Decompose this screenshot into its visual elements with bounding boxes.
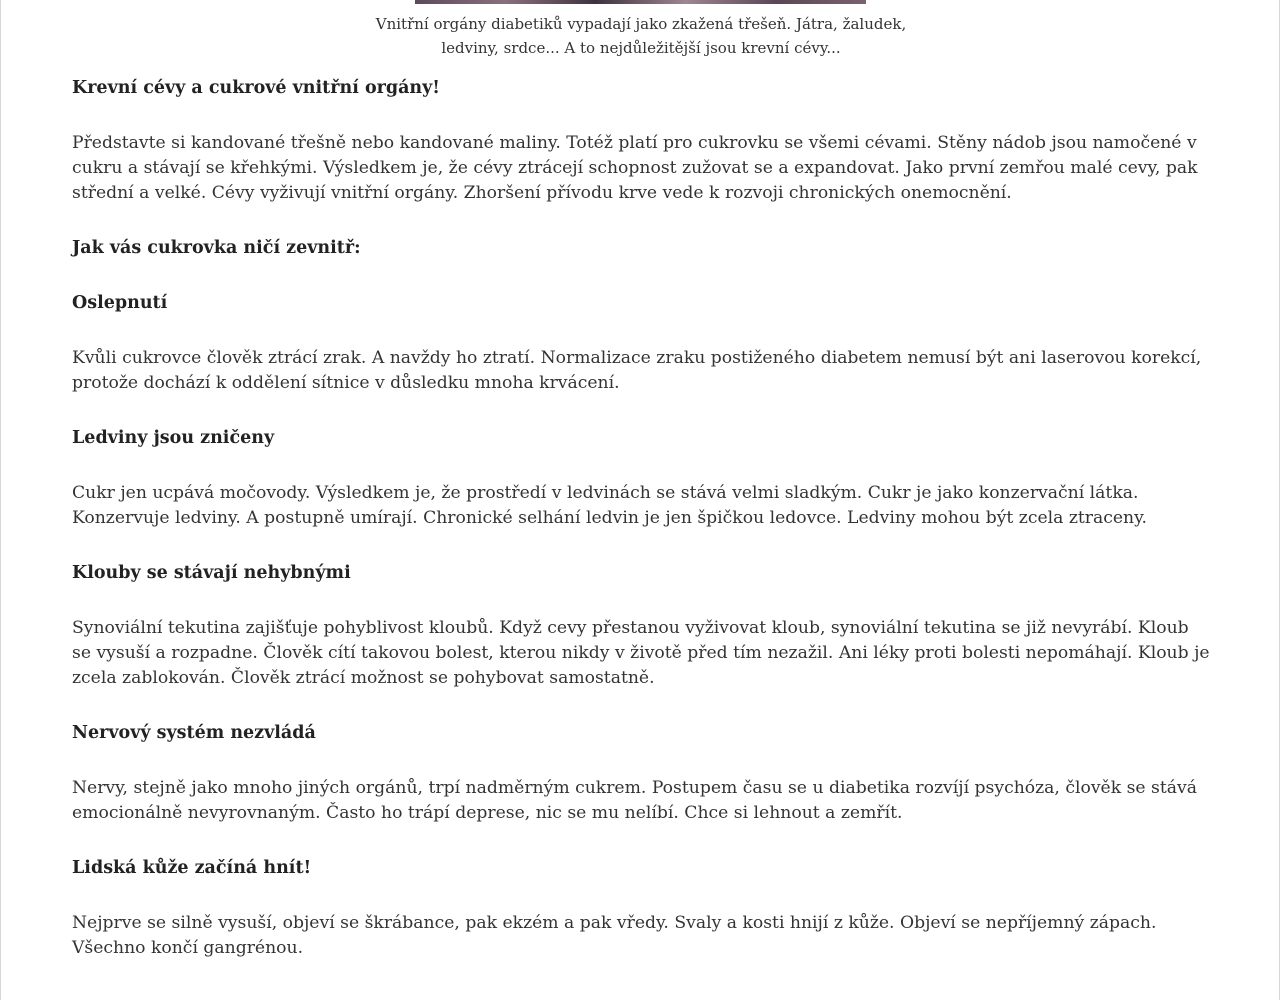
section-heading: Ledviny jsou zničeny bbox=[72, 428, 275, 448]
section-paragraph: Synoviální tekutina zajišťuje pohyblivost kloubů. Když cevy přestanou vyživovat kloub, synoviální tekutina se již nevyrábí. Kloub se vysuší a rozpadne. Člověk cítí takovou bolest, kterou nikdy v životě před tím nezažil. Ani léky proti bolesti nepomáhají. Kloub je zcela zablokován. Člověk ztrácí možnost se pohybovat samostatně. bbox=[72, 618, 1210, 688]
article-body bbox=[72, 76, 1212, 991]
section-paragraph: Cukr jen ucpává močovody. Výsledkem je, že prostředí v ledvinách se stává velmi sladkým. Cukr je jako konzervační látka. Konzervuje ledviny. A postupně umírají. Chronické selhání ledvin je jen špičkou ledovce. Ledviny mohou být zcela ztraceny. bbox=[72, 483, 1148, 528]
section-heading: Krevní cévy a cukrové vnitřní orgány! bbox=[72, 78, 440, 98]
section-heading: Nervový systém nezvládá bbox=[72, 723, 316, 743]
section-heading: Klouby se stávají nehybnými bbox=[72, 563, 351, 583]
section-paragraph: Nervy, stejně jako mnoho jiných orgánů, trpí nadměrným cukrem. Postupem času se u diabetika rozvíjí psychóza, člověk se stává emocionálně nevyrovnaným. Často ho trápí deprese, nic se mu nelíbí. Chce si lehnout a zemřít. bbox=[72, 778, 1197, 823]
section-paragraph: Představte si kandované třešně nebo kandované maliny. Totéž platí pro cukrovku se všemi cévami. Stěny nádob jsou namočené v cukru a stávají se křehkými. Výsledkem je, že cévy ztrácejí schopnost zužovat se a expandovat. Jako první zemřou malé cevy, pak střední a velké. Cévy vyživují vnitřní orgány. Zhoršení přívodu krve vede k rozvoji chronických onemocnění. bbox=[72, 133, 1198, 203]
section-heading: Jak vás cukrovka ničí zevnitř: bbox=[72, 238, 361, 258]
article-image bbox=[415, 0, 866, 4]
section-heading: Lidská kůže začíná hnít! bbox=[72, 858, 312, 878]
section-paragraph: Nejprve se silně vysuší, objeví se škrábance, pak ekzém a pak vředy. Svaly a kosti hnijí z kůže. Objeví se nepříjemný zápach. Všechno končí gangrénou. bbox=[72, 913, 1157, 958]
section-heading: Oslepnutí bbox=[72, 293, 168, 313]
image-caption: Vnitřní orgány diabetiků vypadají jako zkažená třešeň. Játra, žaludek, ledviny, srdce... A to nejdůležitější jsou krevní cévy... bbox=[375, 15, 907, 57]
section-paragraph: Kvůli cukrovce člověk ztrácí zrak. A navždy ho ztratí. Normalizace zraku postiženého diabetem nemusí být ani laserovou korekcí, protože dochází k oddělení sítnice v důsledku mnoha krvácení. bbox=[72, 348, 1202, 393]
